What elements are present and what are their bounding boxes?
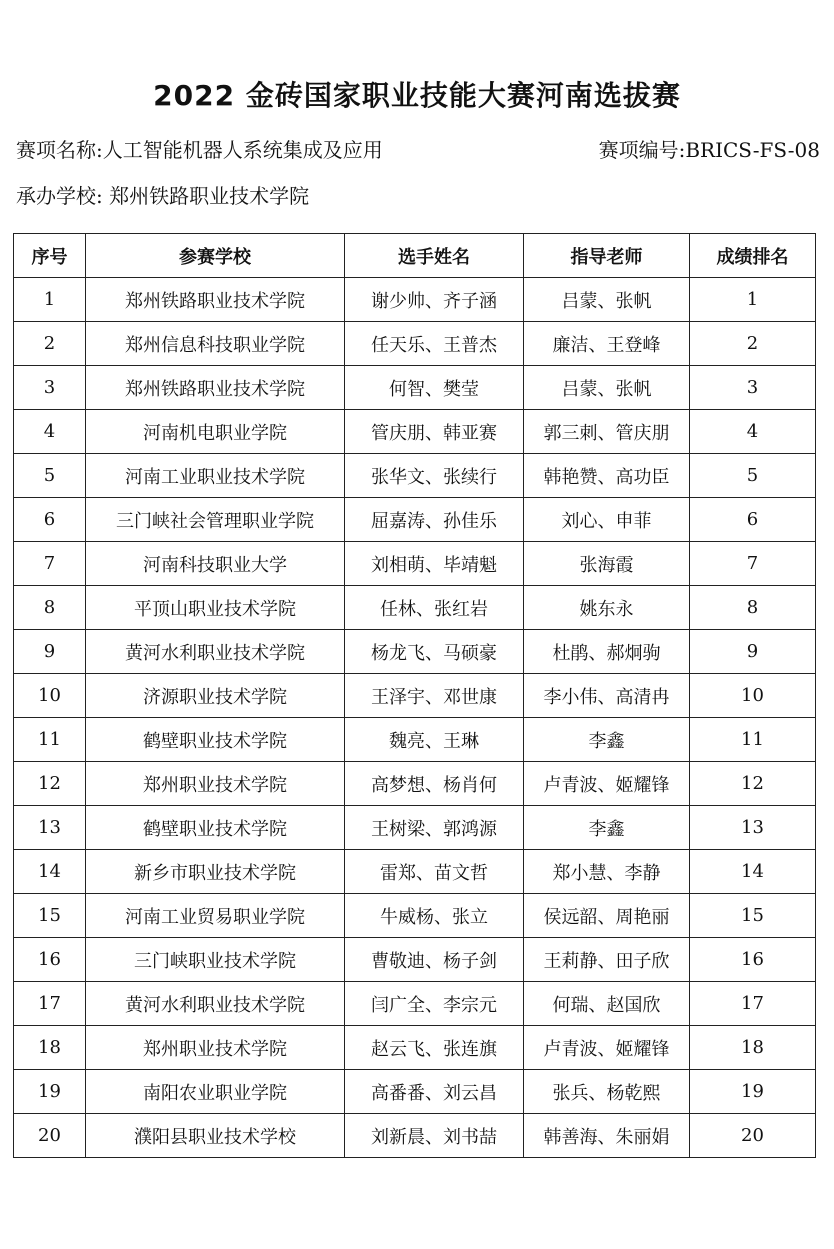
cell-rank: 12 <box>690 762 816 806</box>
table-header-row <box>14 234 816 278</box>
header-players: 选手姓名 <box>345 234 524 278</box>
cell-coach: 吕蒙、张帆 <box>524 278 690 322</box>
table-row <box>14 674 816 718</box>
cell-coach: 姚东永 <box>524 586 690 630</box>
table-row <box>14 894 816 938</box>
table-row <box>14 1114 816 1158</box>
cell-school: 河南工业职业技术学院 <box>86 454 345 498</box>
cell-rank: 14 <box>690 850 816 894</box>
cell-school: 河南机电职业学院 <box>86 410 345 454</box>
cell-school: 郑州职业技术学院 <box>86 762 345 806</box>
cell-index: 14 <box>14 850 86 894</box>
table-row <box>14 630 816 674</box>
cell-players: 闫广全、李宗元 <box>345 982 524 1026</box>
cell-coach: 王莉静、田子欣 <box>524 938 690 982</box>
cell-school: 济源职业技术学院 <box>86 674 345 718</box>
cell-index: 20 <box>14 1114 86 1158</box>
cell-rank: 3 <box>690 366 816 410</box>
header-school: 参赛学校 <box>86 234 345 278</box>
cell-coach: 李鑫 <box>524 806 690 850</box>
cell-coach: 韩艳赞、高功臣 <box>524 454 690 498</box>
cell-players: 杨龙飞、马硕豪 <box>345 630 524 674</box>
cell-school: 河南科技职业大学 <box>86 542 345 586</box>
cell-index: 17 <box>14 982 86 1026</box>
cell-rank: 19 <box>690 1070 816 1114</box>
cell-players: 任林、张红岩 <box>345 586 524 630</box>
cell-players: 王泽宇、邓世康 <box>345 674 524 718</box>
cell-index: 18 <box>14 1026 86 1070</box>
cell-players: 屈嘉涛、孙佳乐 <box>345 498 524 542</box>
cell-coach: 何瑞、赵国欣 <box>524 982 690 1026</box>
cell-index: 2 <box>14 322 86 366</box>
table-row <box>14 1070 816 1114</box>
table-row <box>14 718 816 762</box>
cell-school: 黄河水利职业技术学院 <box>86 630 345 674</box>
results-table <box>13 233 816 1158</box>
cell-rank: 7 <box>690 542 816 586</box>
event-code: 赛项编号:BRICS-FS-08 <box>598 138 820 162</box>
cell-school: 三门峡职业技术学院 <box>86 938 345 982</box>
cell-players: 魏亮、王琳 <box>345 718 524 762</box>
cell-coach: 张海霞 <box>524 542 690 586</box>
table-row <box>14 1026 816 1070</box>
cell-index: 13 <box>14 806 86 850</box>
cell-index: 10 <box>14 674 86 718</box>
table-row <box>14 542 816 586</box>
cell-players: 赵云飞、张连旗 <box>345 1026 524 1070</box>
cell-players: 任天乐、王普杰 <box>345 322 524 366</box>
event-name: 赛项名称:人工智能机器人系统集成及应用 <box>16 138 383 162</box>
cell-rank: 20 <box>690 1114 816 1158</box>
cell-index: 3 <box>14 366 86 410</box>
cell-school: 鹤壁职业技术学院 <box>86 718 345 762</box>
cell-players: 高梦想、杨肖何 <box>345 762 524 806</box>
cell-index: 4 <box>14 410 86 454</box>
cell-players: 管庆朋、韩亚赛 <box>345 410 524 454</box>
cell-rank: 8 <box>690 586 816 630</box>
cell-coach: 张兵、杨乾熙 <box>524 1070 690 1114</box>
cell-coach: 杜鹃、郝炯驹 <box>524 630 690 674</box>
cell-school: 黄河水利职业技术学院 <box>86 982 345 1026</box>
cell-school: 郑州职业技术学院 <box>86 1026 345 1070</box>
header-rank: 成绩排名 <box>690 234 816 278</box>
cell-school: 三门峡社会管理职业学院 <box>86 498 345 542</box>
cell-players: 牛威杨、张立 <box>345 894 524 938</box>
cell-index: 9 <box>14 630 86 674</box>
host-school: 承办学校: 郑州铁路职业技术学院 <box>16 184 310 208</box>
header-coach: 指导老师 <box>524 234 690 278</box>
cell-coach: 侯远韶、周艳丽 <box>524 894 690 938</box>
cell-players: 王树梁、郭鸿源 <box>345 806 524 850</box>
cell-index: 1 <box>14 278 86 322</box>
cell-school: 鹤壁职业技术学院 <box>86 806 345 850</box>
cell-index: 11 <box>14 718 86 762</box>
cell-rank: 15 <box>690 894 816 938</box>
cell-rank: 9 <box>690 630 816 674</box>
cell-rank: 10 <box>690 674 816 718</box>
cell-rank: 17 <box>690 982 816 1026</box>
cell-coach: 廉洁、王登峰 <box>524 322 690 366</box>
cell-index: 7 <box>14 542 86 586</box>
cell-school: 平顶山职业技术学院 <box>86 586 345 630</box>
cell-index: 15 <box>14 894 86 938</box>
cell-index: 16 <box>14 938 86 982</box>
table-row <box>14 454 816 498</box>
cell-coach: 卢青波、姬耀锋 <box>524 1026 690 1070</box>
cell-rank: 4 <box>690 410 816 454</box>
cell-index: 8 <box>14 586 86 630</box>
table-row <box>14 806 816 850</box>
cell-players: 何智、樊莹 <box>345 366 524 410</box>
cell-players: 曹敬迪、杨子剑 <box>345 938 524 982</box>
cell-coach: 吕蒙、张帆 <box>524 366 690 410</box>
cell-index: 19 <box>14 1070 86 1114</box>
cell-index: 6 <box>14 498 86 542</box>
cell-rank: 5 <box>690 454 816 498</box>
cell-school: 濮阳县职业技术学校 <box>86 1114 345 1158</box>
cell-coach: 郑小慧、李静 <box>524 850 690 894</box>
cell-coach: 李小伟、高清冉 <box>524 674 690 718</box>
cell-school: 河南工业贸易职业学院 <box>86 894 345 938</box>
table-row <box>14 938 816 982</box>
table-row <box>14 410 816 454</box>
table-row <box>14 498 816 542</box>
table-body <box>14 278 816 1158</box>
table-row <box>14 762 816 806</box>
table-row <box>14 982 816 1026</box>
cell-school: 郑州铁路职业技术学院 <box>86 366 345 410</box>
cell-players: 雷郑、苗文哲 <box>345 850 524 894</box>
cell-rank: 6 <box>690 498 816 542</box>
cell-rank: 2 <box>690 322 816 366</box>
document-title: 2022 金砖国家职业技能大赛河南选拔赛 <box>153 79 681 112</box>
header-index: 序号 <box>14 234 86 278</box>
cell-players: 谢少帅、齐子涵 <box>345 278 524 322</box>
cell-rank: 11 <box>690 718 816 762</box>
cell-rank: 1 <box>690 278 816 322</box>
cell-rank: 13 <box>690 806 816 850</box>
cell-players: 高番番、刘云昌 <box>345 1070 524 1114</box>
cell-coach: 卢青波、姬耀锋 <box>524 762 690 806</box>
cell-players: 刘新晨、刘书喆 <box>345 1114 524 1158</box>
cell-index: 12 <box>14 762 86 806</box>
cell-school: 南阳农业职业学院 <box>86 1070 345 1114</box>
cell-players: 刘相萌、毕靖魁 <box>345 542 524 586</box>
cell-coach: 李鑫 <box>524 718 690 762</box>
cell-school: 郑州信息科技职业学院 <box>86 322 345 366</box>
cell-rank: 18 <box>690 1026 816 1070</box>
table-row <box>14 322 816 366</box>
cell-rank: 16 <box>690 938 816 982</box>
cell-school: 新乡市职业技术学院 <box>86 850 345 894</box>
cell-coach: 韩善海、朱丽娟 <box>524 1114 690 1158</box>
table-row <box>14 586 816 630</box>
table-row <box>14 850 816 894</box>
cell-coach: 刘心、申菲 <box>524 498 690 542</box>
table-row <box>14 366 816 410</box>
table-row <box>14 278 816 322</box>
cell-coach: 郭三刺、管庆朋 <box>524 410 690 454</box>
cell-school: 郑州铁路职业技术学院 <box>86 278 345 322</box>
cell-index: 5 <box>14 454 86 498</box>
cell-players: 张华文、张续行 <box>345 454 524 498</box>
